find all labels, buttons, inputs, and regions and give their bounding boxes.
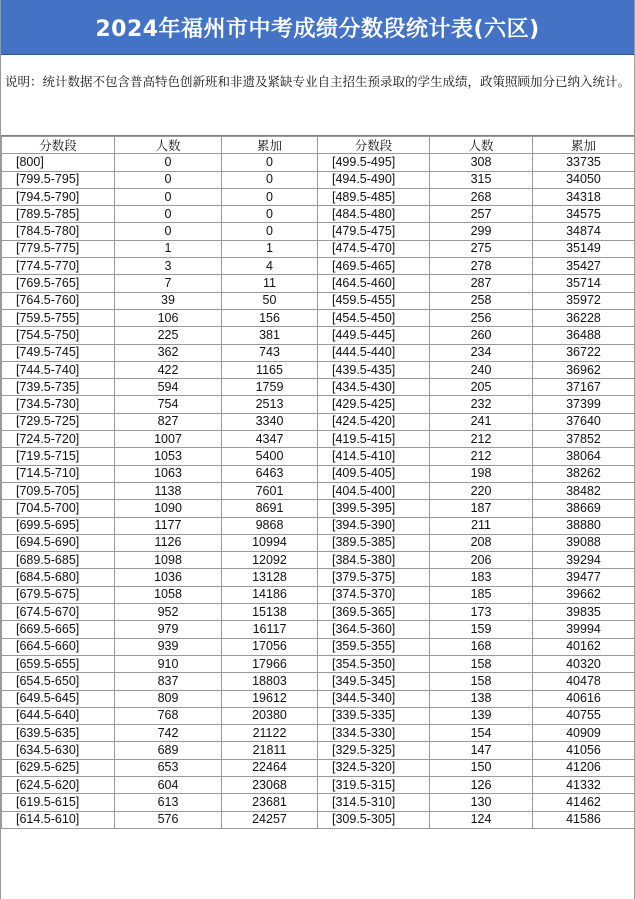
cell-segment: [349.5-345]: [318, 673, 430, 690]
cell-count: 220: [430, 482, 533, 499]
cell-count: 837: [115, 673, 222, 690]
cell-segment: [454.5-450]: [318, 309, 430, 326]
cell-segment: [649.5-645]: [2, 690, 115, 707]
table-row: [2, 794, 635, 811]
cell-cumulative: 36488: [533, 327, 635, 344]
note-text: 说明：统计数据不包含普高特色创新班和非遗及紧缺专业自主招生预录取的学生成绩，政策照顾加分已纳入统计。: [1, 55, 634, 136]
cell-segment: [354.5-350]: [318, 655, 430, 672]
cell-segment: [654.5-650]: [2, 673, 115, 690]
cell-cumulative: 40616: [533, 690, 635, 707]
cell-cumulative: 39662: [533, 586, 635, 603]
cell-cumulative: 12092: [222, 552, 318, 569]
cell-count: 287: [430, 275, 533, 292]
cell-segment: [759.5-755]: [2, 309, 115, 326]
cell-segment: [800]: [2, 154, 115, 171]
cell-cumulative: 34318: [533, 188, 635, 205]
cell-count: 1138: [115, 482, 222, 499]
cell-count: 0: [115, 154, 222, 171]
cell-segment: [489.5-485]: [318, 188, 430, 205]
cell-segment: [674.5-670]: [2, 604, 115, 621]
cell-cumulative: 13128: [222, 569, 318, 586]
cell-cumulative: 38482: [533, 482, 635, 499]
cell-cumulative: 0: [222, 154, 318, 171]
cell-cumulative: 16117: [222, 621, 318, 638]
cell-segment: [669.5-665]: [2, 621, 115, 638]
cell-cumulative: 0: [222, 171, 318, 188]
cell-count: 150: [430, 759, 533, 776]
cell-cumulative: 39088: [533, 534, 635, 551]
cell-segment: [734.5-730]: [2, 396, 115, 413]
cell-segment: [639.5-635]: [2, 725, 115, 742]
cell-count: 0: [115, 188, 222, 205]
cell-count: 139: [430, 707, 533, 724]
cell-count: 1098: [115, 552, 222, 569]
cell-segment: [789.5-785]: [2, 206, 115, 223]
cell-segment: [314.5-310]: [318, 794, 430, 811]
cell-segment: [624.5-620]: [2, 776, 115, 793]
cell-count: 594: [115, 379, 222, 396]
cell-count: 1036: [115, 569, 222, 586]
cell-count: 158: [430, 673, 533, 690]
table-row: [2, 673, 635, 690]
table-row: [2, 707, 635, 724]
cell-segment: [404.5-400]: [318, 482, 430, 499]
cell-cumulative: 23068: [222, 776, 318, 793]
cell-cumulative: 10994: [222, 534, 318, 551]
cell-cumulative: 50: [222, 292, 318, 309]
cell-count: 1053: [115, 448, 222, 465]
cell-segment: [459.5-455]: [318, 292, 430, 309]
cell-count: 1: [115, 240, 222, 257]
cell-count: 754: [115, 396, 222, 413]
table-row: [2, 517, 635, 534]
cell-count: 212: [430, 448, 533, 465]
header-segment-left: 分数段: [2, 137, 115, 154]
cell-cumulative: 21811: [222, 742, 318, 759]
cell-cumulative: 34575: [533, 206, 635, 223]
cell-segment: [689.5-685]: [2, 552, 115, 569]
cell-segment: [779.5-775]: [2, 240, 115, 257]
cell-cumulative: 38064: [533, 448, 635, 465]
cell-segment: [694.5-690]: [2, 534, 115, 551]
cell-cumulative: 17966: [222, 655, 318, 672]
cell-segment: [419.5-415]: [318, 431, 430, 448]
cell-count: 1090: [115, 500, 222, 517]
cell-count: 257: [430, 206, 533, 223]
cell-cumulative: 39477: [533, 569, 635, 586]
cell-count: 742: [115, 725, 222, 742]
cell-count: 1058: [115, 586, 222, 603]
cell-count: 768: [115, 707, 222, 724]
cell-cumulative: 34050: [533, 171, 635, 188]
cell-cumulative: 37852: [533, 431, 635, 448]
cell-count: 260: [430, 327, 533, 344]
cell-segment: [379.5-375]: [318, 569, 430, 586]
cell-cumulative: 21122: [222, 725, 318, 742]
cell-count: 827: [115, 413, 222, 430]
cell-segment: [319.5-315]: [318, 776, 430, 793]
cell-cumulative: 23681: [222, 794, 318, 811]
cell-segment: [309.5-305]: [318, 811, 430, 828]
cell-count: 187: [430, 500, 533, 517]
cell-count: 1007: [115, 431, 222, 448]
cell-segment: [739.5-735]: [2, 379, 115, 396]
cell-segment: [784.5-780]: [2, 223, 115, 240]
table-row: [2, 240, 635, 257]
cell-cumulative: 41586: [533, 811, 635, 828]
cell-segment: [729.5-725]: [2, 413, 115, 430]
table-row: [2, 569, 635, 586]
cell-count: 1126: [115, 534, 222, 551]
cell-count: 168: [430, 638, 533, 655]
cell-cumulative: 33735: [533, 154, 635, 171]
cell-cumulative: 37167: [533, 379, 635, 396]
cell-segment: [359.5-355]: [318, 638, 430, 655]
table-row: [2, 206, 635, 223]
cell-segment: [769.5-765]: [2, 275, 115, 292]
table-row: [2, 811, 635, 828]
cell-cumulative: 36228: [533, 309, 635, 326]
cell-segment: [369.5-365]: [318, 604, 430, 621]
header-row: [2, 137, 635, 154]
cell-count: 0: [115, 223, 222, 240]
table-row: [2, 309, 635, 326]
cell-cumulative: 39994: [533, 621, 635, 638]
cell-segment: [704.5-700]: [2, 500, 115, 517]
table-row: [2, 327, 635, 344]
cell-count: 206: [430, 552, 533, 569]
cell-segment: [474.5-470]: [318, 240, 430, 257]
table-row: [2, 396, 635, 413]
cell-segment: [494.5-490]: [318, 171, 430, 188]
cell-cumulative: 34874: [533, 223, 635, 240]
cell-cumulative: 39835: [533, 604, 635, 621]
cell-cumulative: 11: [222, 275, 318, 292]
cell-count: 952: [115, 604, 222, 621]
cell-cumulative: 3340: [222, 413, 318, 430]
table-row: [2, 223, 635, 240]
cell-count: 308: [430, 154, 533, 171]
cell-segment: [684.5-680]: [2, 569, 115, 586]
header-count-right: 人数: [430, 137, 533, 154]
cell-segment: [384.5-380]: [318, 552, 430, 569]
cell-cumulative: 18803: [222, 673, 318, 690]
table-row: [2, 292, 635, 309]
cell-segment: [439.5-435]: [318, 361, 430, 378]
cell-count: 225: [115, 327, 222, 344]
cell-cumulative: 4347: [222, 431, 318, 448]
table-row: [2, 465, 635, 482]
cell-count: 362: [115, 344, 222, 361]
header-cumulative-left: 累加: [222, 137, 318, 154]
cell-cumulative: 1: [222, 240, 318, 257]
cell-cumulative: 40909: [533, 725, 635, 742]
cell-cumulative: 0: [222, 206, 318, 223]
cell-cumulative: 14186: [222, 586, 318, 603]
cell-segment: [344.5-340]: [318, 690, 430, 707]
table-row: [2, 586, 635, 603]
cell-count: 106: [115, 309, 222, 326]
cell-cumulative: 40162: [533, 638, 635, 655]
table-row: [2, 258, 635, 275]
table-row: [2, 482, 635, 499]
cell-segment: [429.5-425]: [318, 396, 430, 413]
cell-cumulative: 41462: [533, 794, 635, 811]
cell-segment: [424.5-420]: [318, 413, 430, 430]
table-row: [2, 431, 635, 448]
table-row: [2, 534, 635, 551]
cell-count: 234: [430, 344, 533, 361]
cell-segment: [374.5-370]: [318, 586, 430, 603]
cell-count: 278: [430, 258, 533, 275]
cell-count: 3: [115, 258, 222, 275]
cell-count: 124: [430, 811, 533, 828]
table-row: [2, 448, 635, 465]
cell-count: 422: [115, 361, 222, 378]
table-row: [2, 655, 635, 672]
cell-count: 604: [115, 776, 222, 793]
cell-count: 126: [430, 776, 533, 793]
cell-count: 809: [115, 690, 222, 707]
cell-cumulative: 40755: [533, 707, 635, 724]
table-row: [2, 742, 635, 759]
cell-count: 7: [115, 275, 222, 292]
cell-segment: [484.5-480]: [318, 206, 430, 223]
cell-cumulative: 743: [222, 344, 318, 361]
page-title: 2024年福州市中考成绩分数段统计表(六区): [1, 0, 634, 55]
cell-segment: [659.5-655]: [2, 655, 115, 672]
cell-segment: [764.5-760]: [2, 292, 115, 309]
cell-segment: [754.5-750]: [2, 327, 115, 344]
cell-segment: [364.5-360]: [318, 621, 430, 638]
cell-cumulative: 41206: [533, 759, 635, 776]
cell-cumulative: 40320: [533, 655, 635, 672]
cell-cumulative: 5400: [222, 448, 318, 465]
cell-count: 241: [430, 413, 533, 430]
cell-cumulative: 39294: [533, 552, 635, 569]
cell-count: 138: [430, 690, 533, 707]
cell-count: 158: [430, 655, 533, 672]
cell-cumulative: 4: [222, 258, 318, 275]
cell-cumulative: 19612: [222, 690, 318, 707]
cell-segment: [339.5-335]: [318, 707, 430, 724]
table-row: [2, 171, 635, 188]
cell-cumulative: 35972: [533, 292, 635, 309]
cell-count: 576: [115, 811, 222, 828]
cell-cumulative: 36962: [533, 361, 635, 378]
cell-cumulative: 40478: [533, 673, 635, 690]
cell-count: 613: [115, 794, 222, 811]
cell-count: 256: [430, 309, 533, 326]
table-row: [2, 725, 635, 742]
cell-count: 939: [115, 638, 222, 655]
cell-cumulative: 35714: [533, 275, 635, 292]
cell-segment: [794.5-790]: [2, 188, 115, 205]
table-row: [2, 500, 635, 517]
cell-segment: [324.5-320]: [318, 759, 430, 776]
cell-cumulative: 41056: [533, 742, 635, 759]
cell-cumulative: 35427: [533, 258, 635, 275]
table-row: [2, 154, 635, 171]
table-row: [2, 379, 635, 396]
cell-segment: [499.5-495]: [318, 154, 430, 171]
cell-count: 173: [430, 604, 533, 621]
cell-cumulative: 2513: [222, 396, 318, 413]
cell-cumulative: 17056: [222, 638, 318, 655]
cell-segment: [634.5-630]: [2, 742, 115, 759]
cell-count: 211: [430, 517, 533, 534]
cell-cumulative: 38880: [533, 517, 635, 534]
header-segment-right: 分数段: [318, 137, 430, 154]
cell-segment: [464.5-460]: [318, 275, 430, 292]
table-row: [2, 604, 635, 621]
cell-cumulative: 36722: [533, 344, 635, 361]
cell-count: 268: [430, 188, 533, 205]
cell-count: 205: [430, 379, 533, 396]
cell-cumulative: 24257: [222, 811, 318, 828]
cell-segment: [479.5-475]: [318, 223, 430, 240]
cell-segment: [664.5-660]: [2, 638, 115, 655]
cell-segment: [719.5-715]: [2, 448, 115, 465]
table-row: [2, 690, 635, 707]
cell-segment: [724.5-720]: [2, 431, 115, 448]
cell-count: 689: [115, 742, 222, 759]
cell-count: 315: [430, 171, 533, 188]
cell-segment: [709.5-705]: [2, 482, 115, 499]
cell-cumulative: 37399: [533, 396, 635, 413]
cell-segment: [629.5-625]: [2, 759, 115, 776]
cell-count: 212: [430, 431, 533, 448]
table-row: [2, 776, 635, 793]
cell-count: 198: [430, 465, 533, 482]
cell-cumulative: 38669: [533, 500, 635, 517]
cell-cumulative: 156: [222, 309, 318, 326]
cell-count: 159: [430, 621, 533, 638]
cell-count: 1177: [115, 517, 222, 534]
cell-count: 130: [430, 794, 533, 811]
cell-segment: [644.5-640]: [2, 707, 115, 724]
cell-cumulative: 22464: [222, 759, 318, 776]
cell-segment: [434.5-430]: [318, 379, 430, 396]
cell-count: 0: [115, 171, 222, 188]
table-row: [2, 413, 635, 430]
cell-segment: [619.5-615]: [2, 794, 115, 811]
cell-segment: [699.5-695]: [2, 517, 115, 534]
cell-segment: [799.5-795]: [2, 171, 115, 188]
cell-cumulative: 15138: [222, 604, 318, 621]
cell-segment: [444.5-440]: [318, 344, 430, 361]
cell-cumulative: 20380: [222, 707, 318, 724]
table-row: [2, 275, 635, 292]
cell-segment: [414.5-410]: [318, 448, 430, 465]
cell-count: 183: [430, 569, 533, 586]
cell-count: 0: [115, 206, 222, 223]
cell-count: 653: [115, 759, 222, 776]
cell-count: 147: [430, 742, 533, 759]
cell-segment: [399.5-395]: [318, 500, 430, 517]
cell-segment: [394.5-390]: [318, 517, 430, 534]
cell-segment: [449.5-445]: [318, 327, 430, 344]
table-body: [2, 154, 635, 829]
header-count-left: 人数: [115, 137, 222, 154]
cell-cumulative: 35149: [533, 240, 635, 257]
cell-count: 910: [115, 655, 222, 672]
cell-segment: [614.5-610]: [2, 811, 115, 828]
cell-segment: [749.5-745]: [2, 344, 115, 361]
cell-count: 185: [430, 586, 533, 603]
table-row: [2, 344, 635, 361]
table-row: [2, 361, 635, 378]
cell-cumulative: 381: [222, 327, 318, 344]
table-row: [2, 188, 635, 205]
cell-count: 299: [430, 223, 533, 240]
cell-segment: [774.5-770]: [2, 258, 115, 275]
table-row: [2, 759, 635, 776]
table-row: [2, 621, 635, 638]
cell-segment: [334.5-330]: [318, 725, 430, 742]
cell-cumulative: 1759: [222, 379, 318, 396]
table-row: [2, 552, 635, 569]
cell-cumulative: 0: [222, 223, 318, 240]
cell-count: 39: [115, 292, 222, 309]
cell-count: 258: [430, 292, 533, 309]
cell-cumulative: 37640: [533, 413, 635, 430]
cell-segment: [744.5-740]: [2, 361, 115, 378]
cell-count: 1063: [115, 465, 222, 482]
cell-segment: [679.5-675]: [2, 586, 115, 603]
cell-cumulative: 8691: [222, 500, 318, 517]
cell-cumulative: 9868: [222, 517, 318, 534]
cell-segment: [329.5-325]: [318, 742, 430, 759]
table-row: [2, 638, 635, 655]
cell-segment: [469.5-465]: [318, 258, 430, 275]
cell-count: 232: [430, 396, 533, 413]
cell-count: 979: [115, 621, 222, 638]
cell-count: 208: [430, 534, 533, 551]
cell-cumulative: 6463: [222, 465, 318, 482]
cell-cumulative: 1165: [222, 361, 318, 378]
cell-segment: [389.5-385]: [318, 534, 430, 551]
cell-cumulative: 41332: [533, 776, 635, 793]
cell-cumulative: 7601: [222, 482, 318, 499]
cell-cumulative: 0: [222, 188, 318, 205]
cell-count: 154: [430, 725, 533, 742]
cell-count: 275: [430, 240, 533, 257]
cell-count: 240: [430, 361, 533, 378]
header-cumulative-right: 累加: [533, 137, 635, 154]
cell-segment: [714.5-710]: [2, 465, 115, 482]
cell-segment: [409.5-405]: [318, 465, 430, 482]
score-table: [1, 136, 635, 829]
cell-cumulative: 38262: [533, 465, 635, 482]
